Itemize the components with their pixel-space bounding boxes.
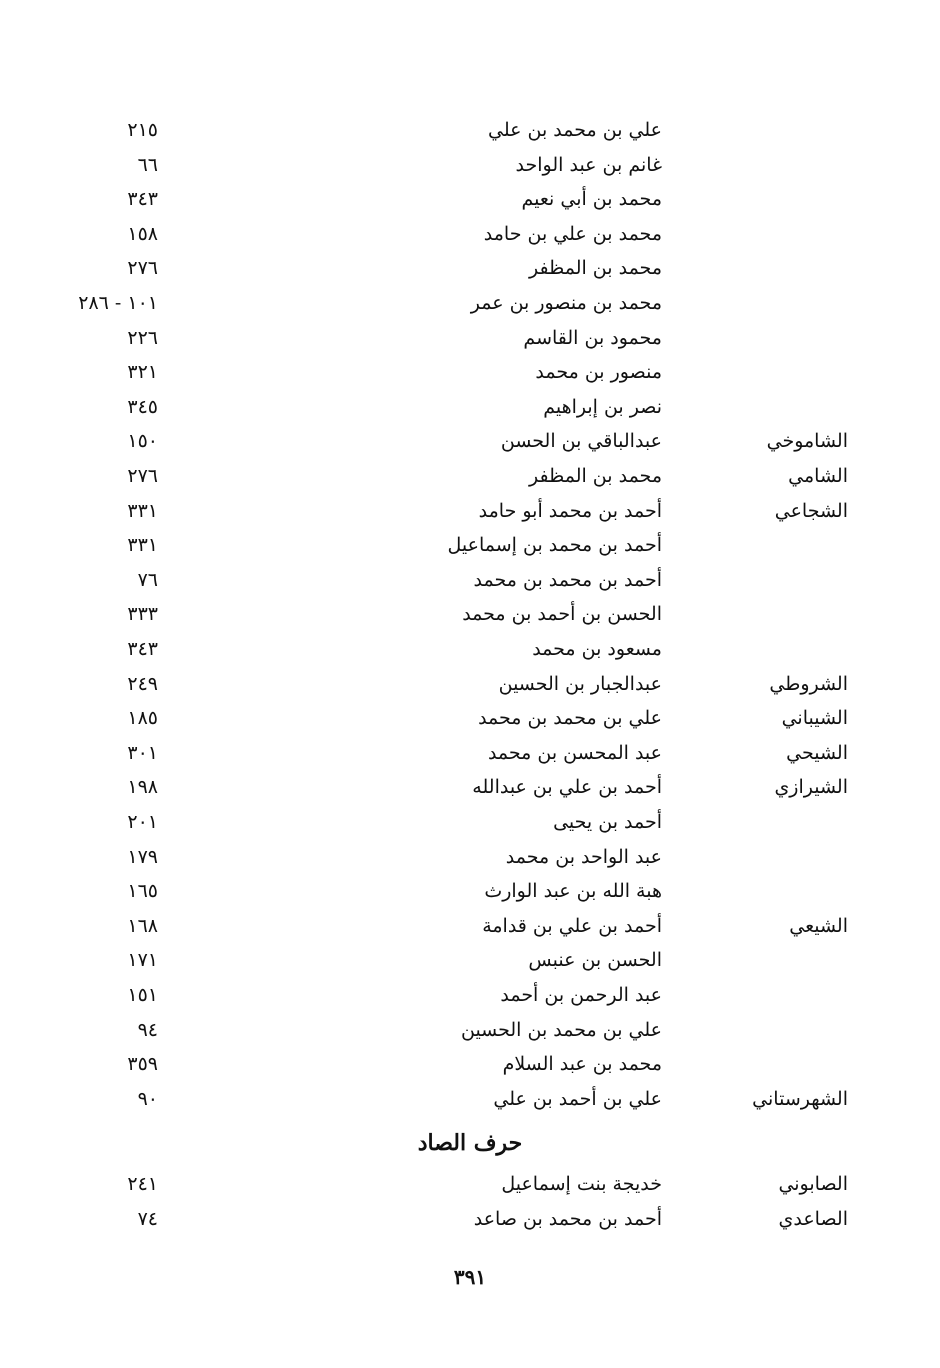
- page-reference: ٣٠١: [127, 741, 158, 764]
- section-heading: حرف الصاد: [417, 1130, 523, 1156]
- person-name: عبد المحسن بن محمد: [487, 741, 662, 764]
- index-row: [0, 701, 940, 735]
- page-number: ٣٩١: [453, 1265, 487, 1289]
- index-row: [0, 667, 940, 701]
- nisba-label: الشيعي: [789, 914, 848, 937]
- person-name: هبة الله بن عبد الوارث: [484, 880, 662, 903]
- page-reference: ٣٥٩: [127, 1053, 158, 1076]
- nisba-label: الشيحي: [786, 741, 848, 764]
- index-row: [0, 840, 940, 874]
- person-name: علي بن محمد بن محمد: [478, 707, 662, 730]
- person-name: عبد الرحمن بن أحمد: [500, 984, 662, 1006]
- page-reference: ٣٢١: [127, 361, 158, 384]
- index-row: [0, 321, 940, 355]
- person-name: مسعود بن محمد: [532, 638, 662, 660]
- page-reference: ٣٣١: [127, 499, 158, 522]
- nisba-label: الشجاعي: [774, 499, 848, 522]
- index-row: [0, 251, 940, 285]
- page-reference: ١٥٠: [127, 430, 158, 453]
- nisba-label: الشيرازي: [774, 776, 848, 799]
- page-reference: ٢٧٦: [127, 257, 158, 280]
- person-name: علي بن محمد بن الحسين: [460, 1018, 662, 1041]
- index-row: [0, 355, 940, 389]
- person-name: محمد بن المظفر: [529, 465, 662, 487]
- page-reference: ١٦٨: [127, 914, 158, 937]
- index-row: [0, 286, 940, 320]
- index-row: [0, 597, 940, 631]
- person-name: أحمد بن محمد بن صاعد: [473, 1207, 662, 1230]
- index-row: [0, 632, 940, 666]
- page-reference: ٢٤٩: [127, 672, 158, 695]
- page-reference: ٩٠: [137, 1087, 158, 1110]
- index-row: [0, 909, 940, 943]
- index-row: [0, 1082, 940, 1116]
- person-name: منصور بن محمد: [535, 361, 662, 384]
- index-row: [0, 424, 940, 458]
- index-row: [0, 182, 940, 216]
- person-name: علي بن أحمد بن علي: [493, 1087, 662, 1110]
- index-row: [0, 805, 940, 839]
- page-reference: ٣٣٣: [127, 603, 158, 626]
- page-reference: ٣٣١: [127, 534, 158, 557]
- person-name: خديجة بنت إسماعيل: [501, 1173, 662, 1195]
- page-reference: ١٧١: [127, 949, 158, 972]
- person-name: محمد بن علي بن حامد: [483, 222, 662, 245]
- index-row: [0, 770, 940, 804]
- nisba-label: الشامي: [788, 465, 848, 487]
- page-reference: ١٥٨: [127, 222, 158, 245]
- page-reference: ١٠١ - ٢٨٦: [78, 292, 158, 314]
- index-row: [0, 874, 940, 908]
- index-row: [0, 1013, 940, 1047]
- nisba-label: الصاعدي: [778, 1207, 848, 1230]
- person-name: أحمد بن محمد أبو حامد: [478, 499, 662, 522]
- nisba-label: الصابوني: [778, 1173, 848, 1195]
- nisba-label: الشاموخي: [766, 430, 848, 453]
- person-name: أحمد بن محمد بن إسماعيل: [447, 534, 662, 557]
- person-name: محمد بن المظفر: [529, 257, 662, 280]
- person-name: أحمد بن علي بن قدامة: [482, 914, 662, 937]
- page-reference: ٢٧٦: [127, 465, 158, 487]
- person-name: أحمد بن علي بن عبدالله: [472, 776, 662, 799]
- index-row: [0, 217, 940, 251]
- page-reference: ١٧٩: [127, 845, 158, 868]
- index-row: [0, 459, 940, 493]
- person-name: غانم بن عبد الواحد: [515, 153, 662, 176]
- page-reference: ٢٢٦: [127, 326, 158, 349]
- page-reference: ٣٤٥: [127, 395, 158, 418]
- index-row: [0, 390, 940, 424]
- page-reference: ١٥١: [127, 984, 158, 1006]
- nisba-label: الشيباني: [781, 707, 848, 730]
- person-name: عبدالباقي بن الحسن: [500, 430, 662, 453]
- index-row: [0, 1167, 940, 1201]
- nisba-label: الشهرستاني: [752, 1087, 848, 1110]
- index-row: [0, 494, 940, 528]
- index-row: [0, 1202, 940, 1236]
- index-row: [0, 148, 940, 182]
- page-reference: ٢٤١: [127, 1173, 158, 1195]
- index-row: [0, 943, 940, 977]
- page-reference: ٧٦: [137, 568, 158, 591]
- person-name: الحسن بن أحمد بن محمد: [462, 603, 662, 626]
- person-name: أحمد بن محمد بن محمد: [473, 568, 662, 591]
- index-row: [0, 113, 940, 147]
- page-reference: ٢٠١: [127, 811, 158, 833]
- index-row: [0, 736, 940, 770]
- page-reference: ٦٦: [137, 153, 158, 176]
- index-row: [0, 1047, 940, 1081]
- page-reference: ١٦٥: [127, 880, 158, 903]
- page-reference: ٩٤: [137, 1018, 158, 1041]
- person-name: محمد بن أبي نعيم: [521, 188, 662, 211]
- person-name: عبدالجبار بن الحسين: [498, 672, 662, 695]
- page-reference: ١٩٨: [127, 776, 158, 799]
- page-reference: ١٨٥: [127, 707, 158, 730]
- page-reference: ٣٤٣: [127, 638, 158, 660]
- index-row: [0, 978, 940, 1012]
- person-name: نصر بن إبراهيم: [543, 395, 662, 418]
- person-name: محمد بن عبد السلام: [502, 1053, 662, 1076]
- person-name: محمد بن منصور بن عمر: [470, 292, 662, 314]
- nisba-label: الشروطي: [769, 672, 848, 695]
- index-row: [0, 528, 940, 562]
- page-reference: ٧٤: [137, 1207, 158, 1230]
- person-name: محمود بن القاسم: [523, 326, 662, 349]
- person-name: أحمد بن يحيى: [553, 811, 662, 833]
- person-name: علي بن محمد بن علي: [488, 119, 662, 141]
- page-reference: ٣٤٣: [127, 188, 158, 211]
- page-reference: ٢١٥: [127, 119, 158, 141]
- index-row: [0, 563, 940, 597]
- person-name: عبد الواحد بن محمد: [505, 845, 662, 868]
- person-name: الحسن بن عنبس: [528, 949, 662, 972]
